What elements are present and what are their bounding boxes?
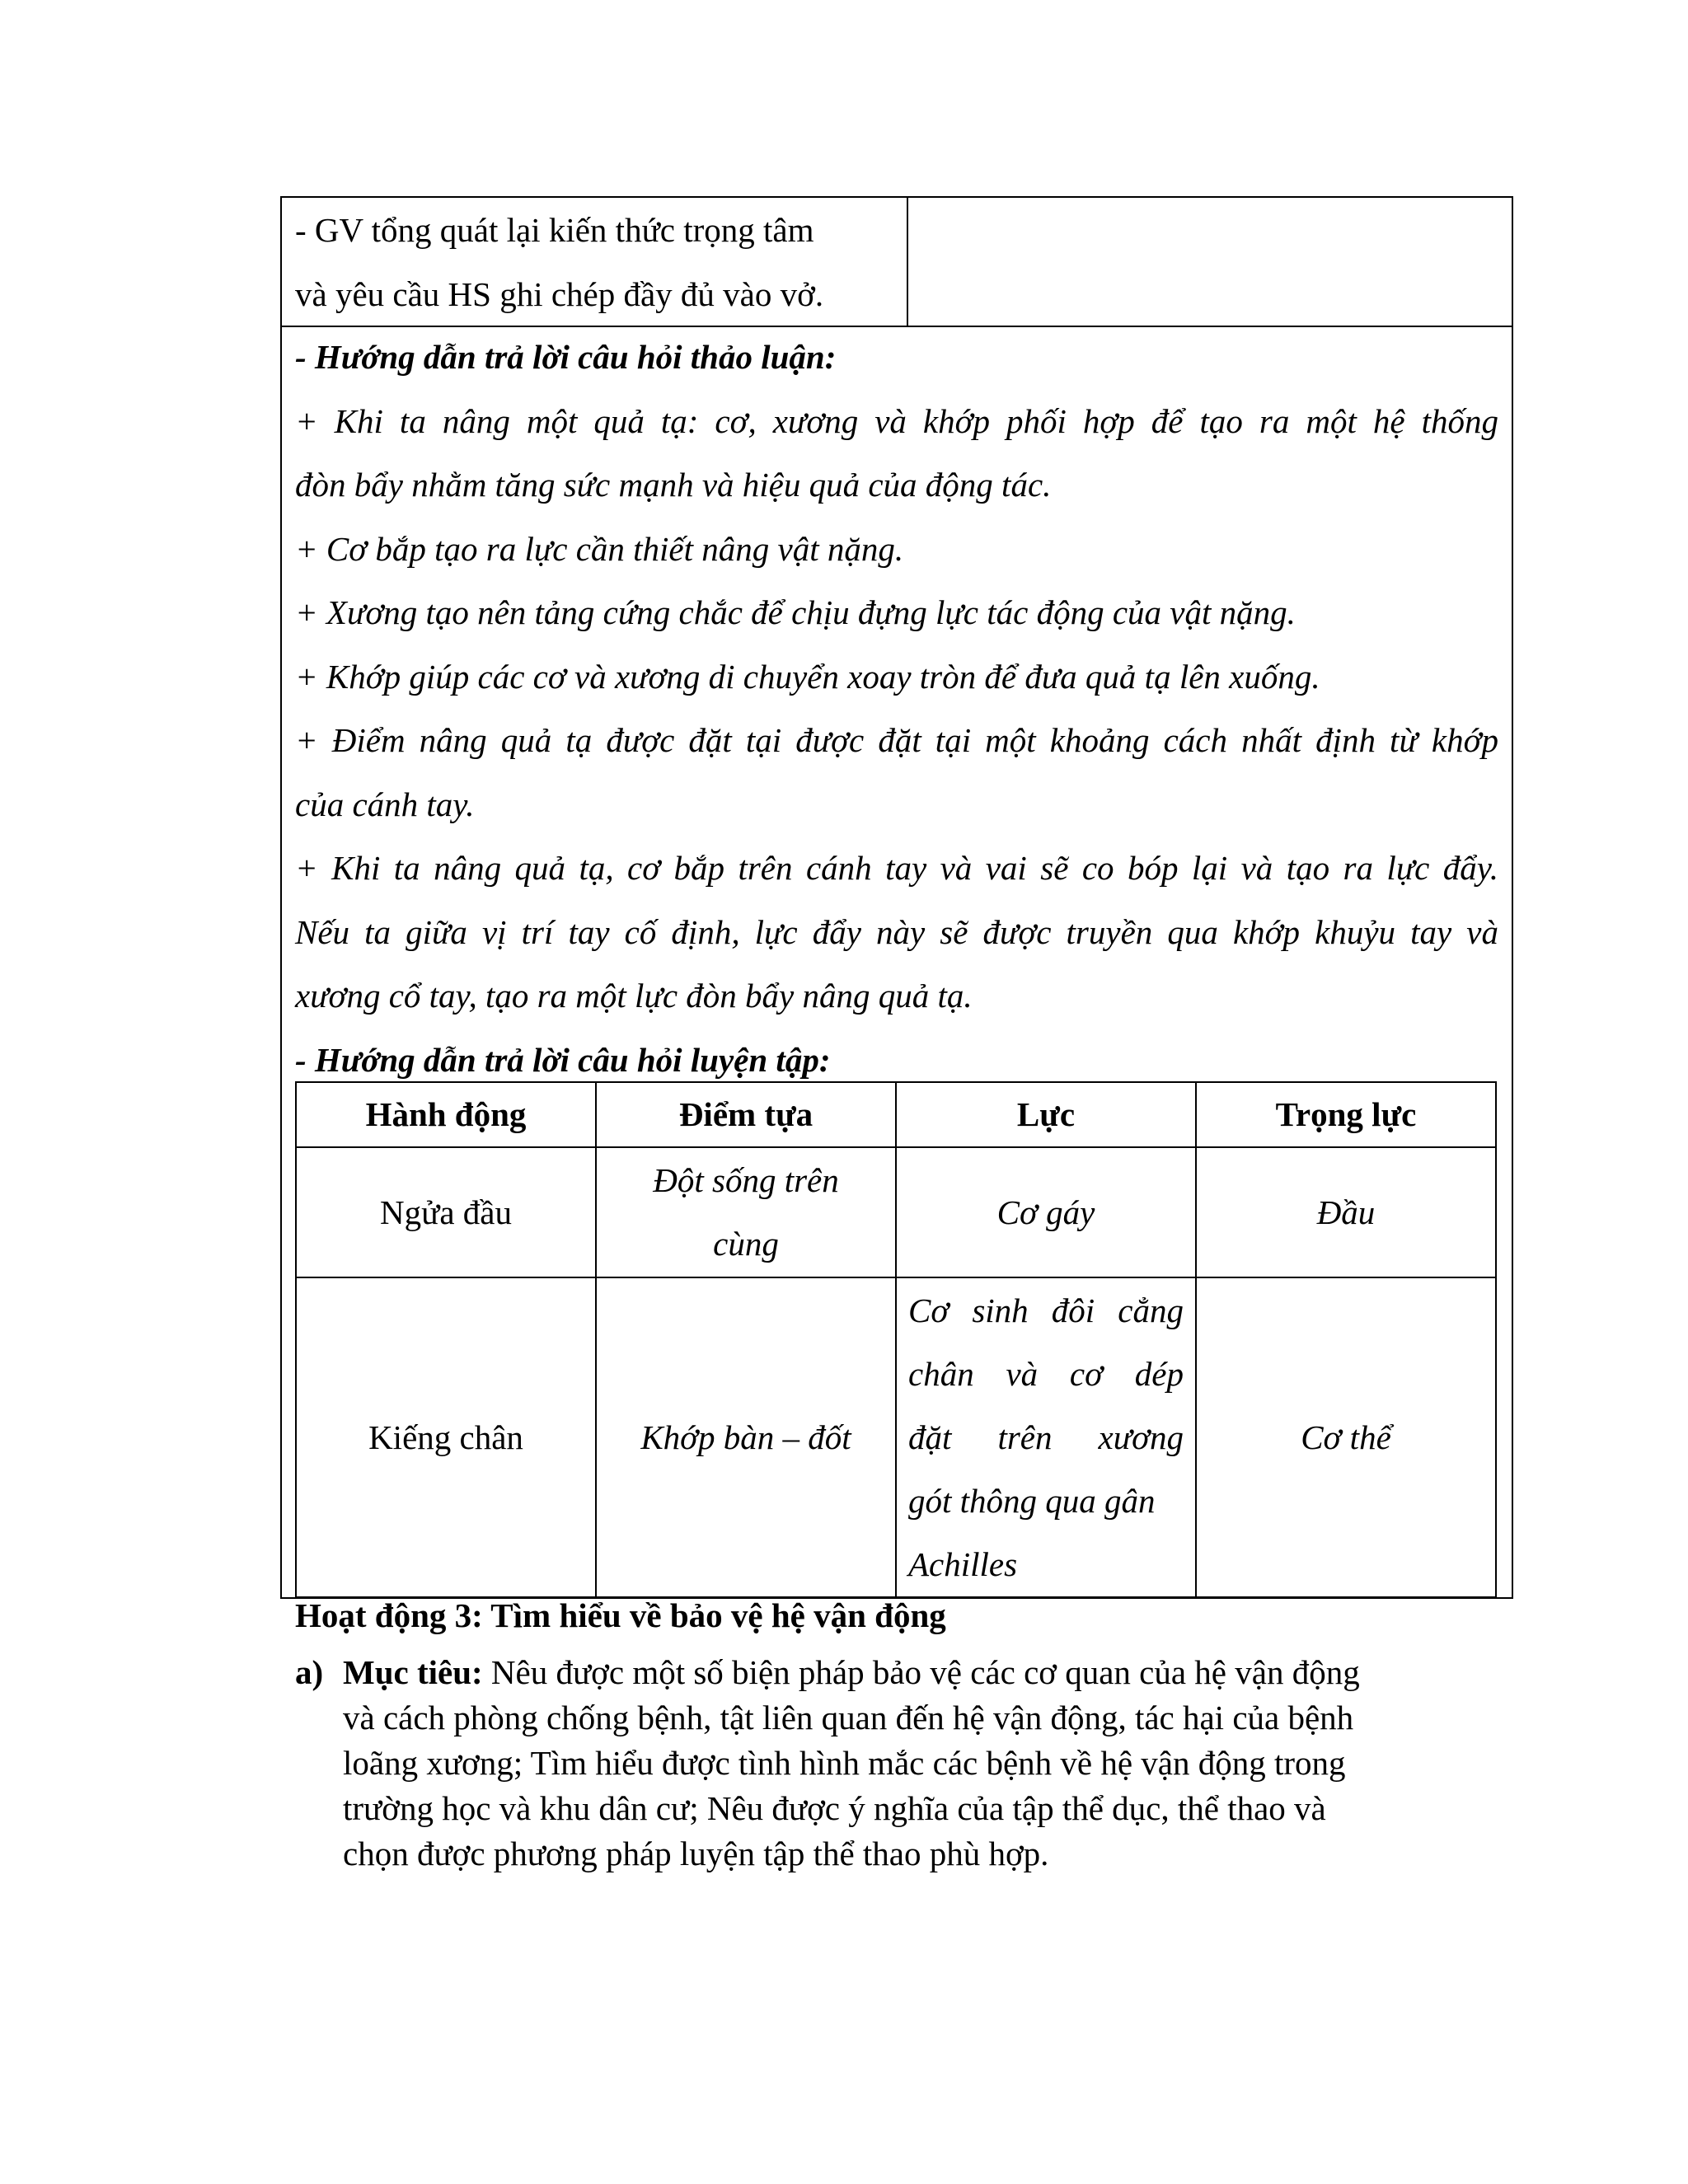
discussion-line: + Khi ta nâng một quả tạ: cơ, xương và khớp phối hợp để tạo ra một hệ thống <box>295 401 1498 440</box>
header-cell-weight: Trọng lực <box>1196 1082 1496 1147</box>
force-line: Cơ sinh đôi cẳng <box>908 1291 1184 1329</box>
force-cell <box>896 1277 1196 1597</box>
discussion-line: xương cổ tay, tạo ra một lực đòn bẩy nâng quả tạ. <box>295 977 973 1015</box>
activity-section <box>295 1591 1465 1877</box>
summary-line: và yêu cầu HS ghi chép đầy đủ vào vở. <box>295 275 824 313</box>
weight-cell: Cơ thể <box>1196 1277 1496 1597</box>
fulcrum-cell <box>596 1147 896 1277</box>
discussion-line: đòn bẩy nhằm tăng sức mạnh và hiệu quả của động tác. <box>295 466 1052 504</box>
force-line: Cơ gáy <box>996 1193 1095 1231</box>
objective-text: Nêu được một số biện pháp bảo vệ các cơ quan của hệ vận động <box>482 1653 1360 1691</box>
force-cell <box>896 1147 1196 1277</box>
weight-cell: Đầu <box>1196 1147 1496 1277</box>
discussion-line: + Khớp giúp các cơ và xương di chuyển xoay tròn để đưa quả tạ lên xuống. <box>295 657 1320 696</box>
discussion-line: + Điểm nâng quả tạ được đặt tại được đặt tại một khoảng cách nhất định từ khớp <box>295 721 1498 759</box>
teacher-summary-cell <box>282 198 908 326</box>
objective-line: loãng xương; Tìm hiểu được tình hình mắc các bệnh về hệ vận động trong <box>343 1744 1346 1782</box>
discussion-line: + Cơ bắp tạo ra lực cần thiết nâng vật nặng. <box>295 529 904 568</box>
table-header-row <box>296 1082 1496 1147</box>
header-cell-action: Hành động <box>296 1082 596 1147</box>
practice-heading: - Hướng dẫn trả lời câu hỏi luyện tập: <box>295 1040 831 1079</box>
force-line: chân và cơ dép <box>908 1354 1184 1393</box>
objective-label: Mục tiêu: <box>343 1653 483 1691</box>
summary-line: - GV tổng quát lại kiến thức trọng tâm <box>295 211 814 249</box>
activity-title: Hoạt động 3: Tìm hiểu về bảo vệ hệ vận động <box>295 1596 946 1634</box>
objective-line: chọn được phương pháp luyện tập thể thao phù hợp. <box>343 1835 1049 1872</box>
action-cell: Kiếng chân <box>296 1277 596 1597</box>
summary-row <box>282 198 1512 327</box>
force-line: Achilles <box>908 1544 1018 1583</box>
objective-paragraph <box>295 1650 1465 1877</box>
table-row <box>296 1147 1496 1277</box>
lesson-table-frame <box>280 196 1513 1599</box>
discussion-heading: - Hướng dẫn trả lời câu hỏi thảo luận: <box>295 338 837 376</box>
objective-line: trường học và khu dân cư; Nêu được ý nghĩa của tập thể dục, thể thao và <box>343 1789 1326 1827</box>
practice-answer-table <box>295 1081 1497 1598</box>
discussion-line: của cánh tay. <box>295 785 475 823</box>
objective-line: và cách phòng chống bệnh, tật liên quan đến hệ vận động, tác hại của bệnh <box>343 1699 1354 1736</box>
fulcrum-line: Khớp bàn – đốt <box>640 1418 851 1456</box>
list-marker: a) <box>295 1653 324 1691</box>
action-cell: Ngửa đầu <box>296 1147 596 1277</box>
force-line: đặt trên xương <box>908 1418 1184 1456</box>
fulcrum-cell <box>596 1277 896 1597</box>
force-line: gót thông qua gân <box>908 1481 1156 1520</box>
fulcrum-line: cùng <box>713 1225 779 1263</box>
discussion-line: Nếu ta giữa vị trí tay cố định, lực đẩy này sẽ được truyền qua khớp khuỷu tay và <box>295 912 1498 951</box>
guidance-section <box>295 326 1498 1092</box>
objective-line <box>343 1650 1465 1695</box>
table-row <box>296 1277 1496 1597</box>
discussion-line: + Khi ta nâng quả tạ, cơ bắp trên cánh tay và vai sẽ co bóp lại và tạo ra lực đẩy. <box>295 849 1498 887</box>
fulcrum-line: Đột sống trên <box>653 1161 839 1199</box>
header-cell-force: Lực <box>896 1082 1196 1147</box>
discussion-line: + Xương tạo nên tảng cứng chắc để chịu đựng lực tác động của vật nặng. <box>295 593 1296 631</box>
header-cell-fulcrum: Điểm tựa <box>596 1082 896 1147</box>
